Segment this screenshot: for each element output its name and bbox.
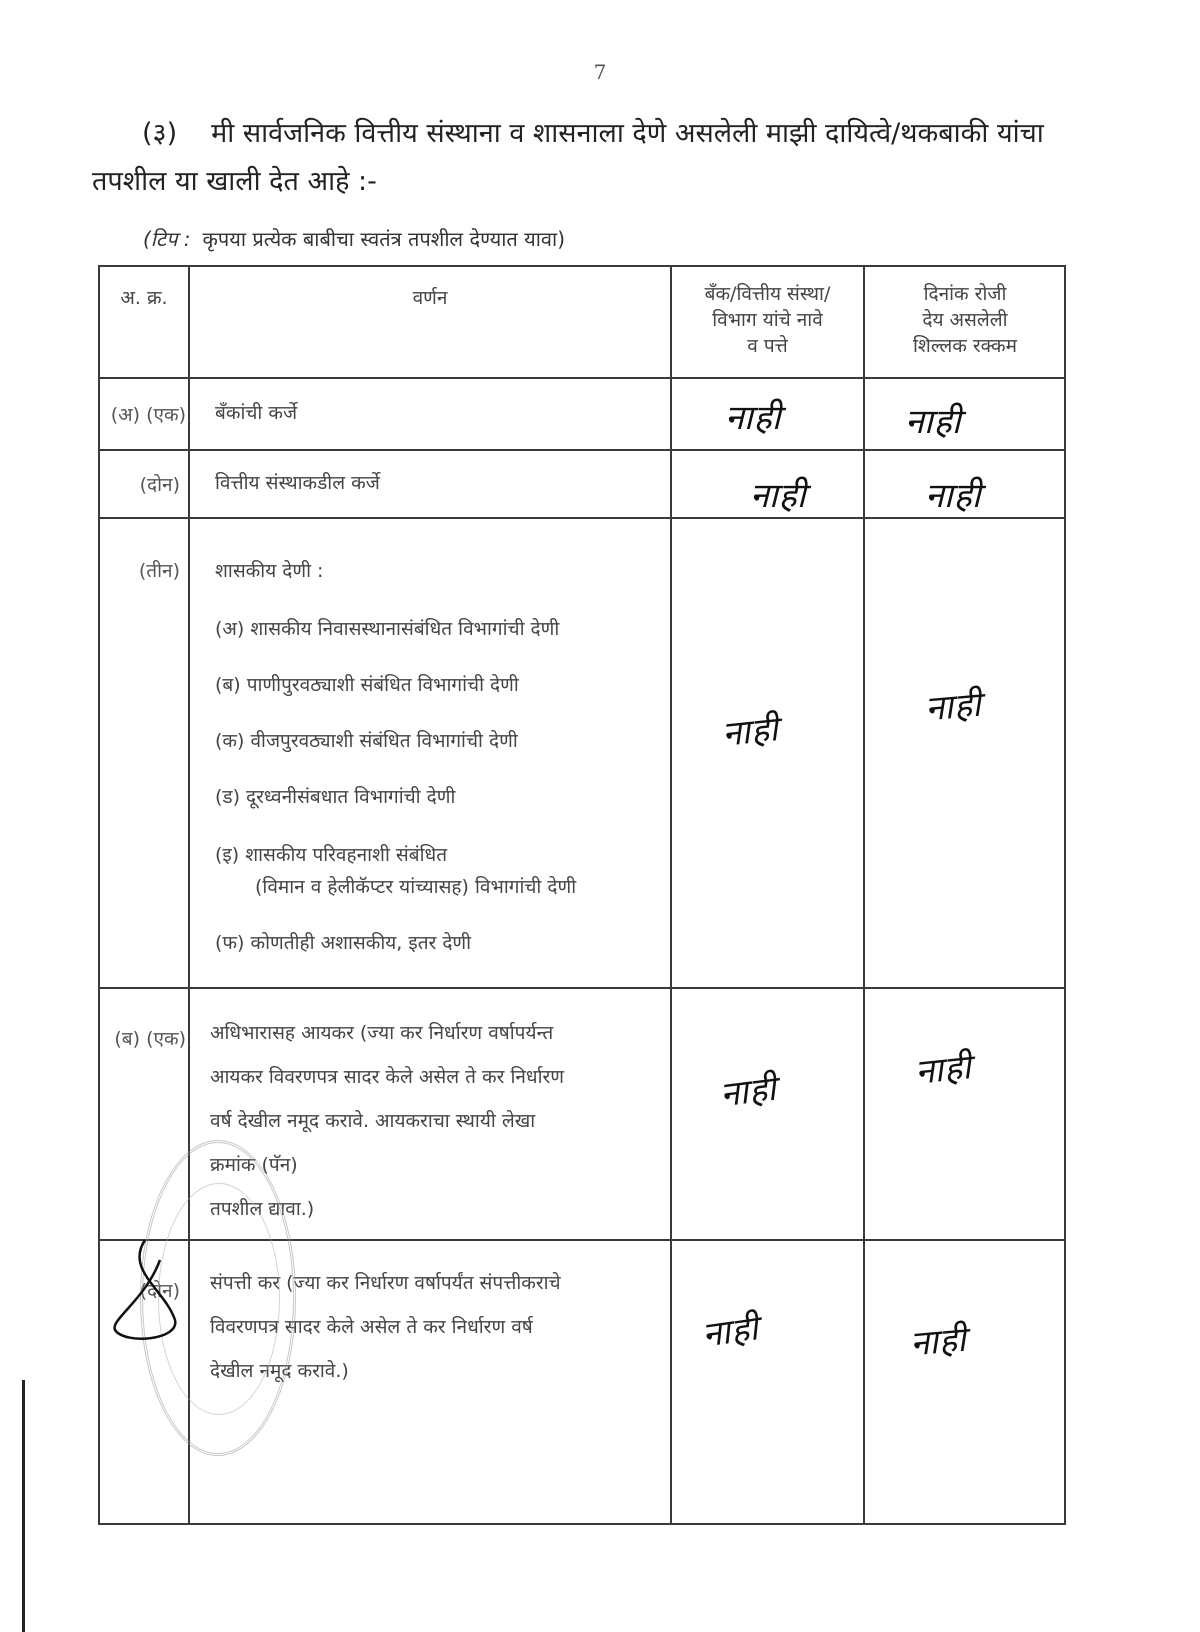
header-amount-line: दिनांक रोजी [923, 283, 1007, 305]
page-number: 7 [593, 60, 607, 84]
sub-item: (क) वीजपुरवठ्याशी संबंधित विभागांची देणी [215, 730, 518, 752]
handwritten-entry: नाही [725, 398, 782, 438]
header-amount-line: देय असलेली [922, 309, 1008, 331]
tip-prefix: (टिप : [143, 227, 191, 251]
row-description: बँकांची कर्जे [215, 402, 298, 424]
row-description: वित्तीय संस्थाकडील कर्जे [215, 472, 380, 494]
header-bank-line: विभाग यांचे नावे [712, 309, 823, 331]
row-label: (ब) (एक) [114, 1028, 186, 1050]
header-bank-line: बँक/वित्तीय संस्था/ [704, 283, 831, 305]
header-bank [672, 281, 863, 359]
description-line: क्रमांक (पॅन) [210, 1154, 298, 1176]
sub-item: (फ) कोणतीही अशासकीय, इतर देणी [215, 932, 472, 954]
handwritten-entry: नाही [720, 709, 781, 755]
sub-item: (ब) पाणीपुरवठ्याशी संबंधित विभागांची देणी [215, 674, 519, 696]
row-description: शासकीय देणी : [215, 560, 324, 582]
description-line: विवरणपत्र सादर केले असेल ते कर निर्धारण वर्ष [210, 1316, 533, 1338]
header-amount [865, 281, 1065, 359]
header-description: वर्णन [412, 287, 448, 309]
intro-number: (३) [142, 118, 178, 149]
row-label: (तीन) [138, 560, 180, 582]
description-line: तपशील द्यावा.) [210, 1198, 315, 1220]
description-line: संपत्ती कर (ज्या कर निर्धारण वर्षापर्यंत संपत्तीकराचे [210, 1272, 561, 1294]
signature-mark [105, 1230, 195, 1350]
handwritten-entry: नाही [913, 1047, 974, 1093]
sub-item: (विमान व हेलीकॅप्टर यांच्यासह) विभागांची देणी [255, 876, 577, 898]
tip-note [143, 225, 565, 252]
description-line: अधिभारासह आयकर (ज्या कर निर्धारण वर्षापर्यन्त [210, 1022, 554, 1044]
description-line: देखील नमूद करावे.) [210, 1360, 349, 1382]
row-label: (अ) (एक) [110, 404, 186, 426]
column-divider [863, 267, 865, 1523]
margin-line [22, 1380, 25, 1632]
sub-item: (ड) दूरध्वनीसंबधात विभागांची देणी [215, 786, 456, 808]
description-line: आयकर विवरणपत्र सादर केले असेल ते कर निर्धारण [210, 1066, 565, 1088]
row-divider [100, 987, 1064, 989]
handwritten-entry: नाही [750, 476, 807, 516]
row-label: (दोन) [139, 1280, 180, 1302]
sub-item: (इ) शासकीय परिवहनाशी संबंधित [215, 844, 448, 866]
row-label: (दोन) [139, 474, 180, 496]
intro-paragraph [92, 110, 1092, 206]
description-line: वर्ष देखील नमूद करावे. आयकराचा स्थायी लेखा [210, 1110, 536, 1132]
header-amount-line: शिल्लक रक्कम [912, 335, 1017, 357]
handwritten-entry: नाही [923, 684, 984, 730]
header-serial: अ. क्र. [120, 287, 168, 309]
row-divider [100, 517, 1064, 519]
row-divider [100, 449, 1064, 451]
header-bank-line: व पत्ते [747, 335, 788, 357]
column-divider [670, 267, 672, 1523]
sub-item: (अ) शासकीय निवासस्थानासंबंधित विभागांची देणी [215, 618, 560, 640]
handwritten-entry: नाही [699, 1308, 762, 1356]
handwritten-entry: नाही [908, 1319, 969, 1365]
handwritten-entry: नाही [905, 402, 962, 442]
handwritten-entry: नाही [718, 1068, 780, 1116]
handwritten-entry: नाही [925, 476, 982, 516]
intro-text: मी सार्वजनिक वित्तीय संस्थाना व शासनाला देणे असलेली माझी दायित्वे/थकबाकी यांचा तपशील या खाली देत आहे :- [92, 118, 1044, 197]
tip-text: कृपया प्रत्येक बाबीचा स्वतंत्र तपशील देण्यात यावा) [202, 227, 566, 251]
row-divider [100, 377, 1064, 379]
